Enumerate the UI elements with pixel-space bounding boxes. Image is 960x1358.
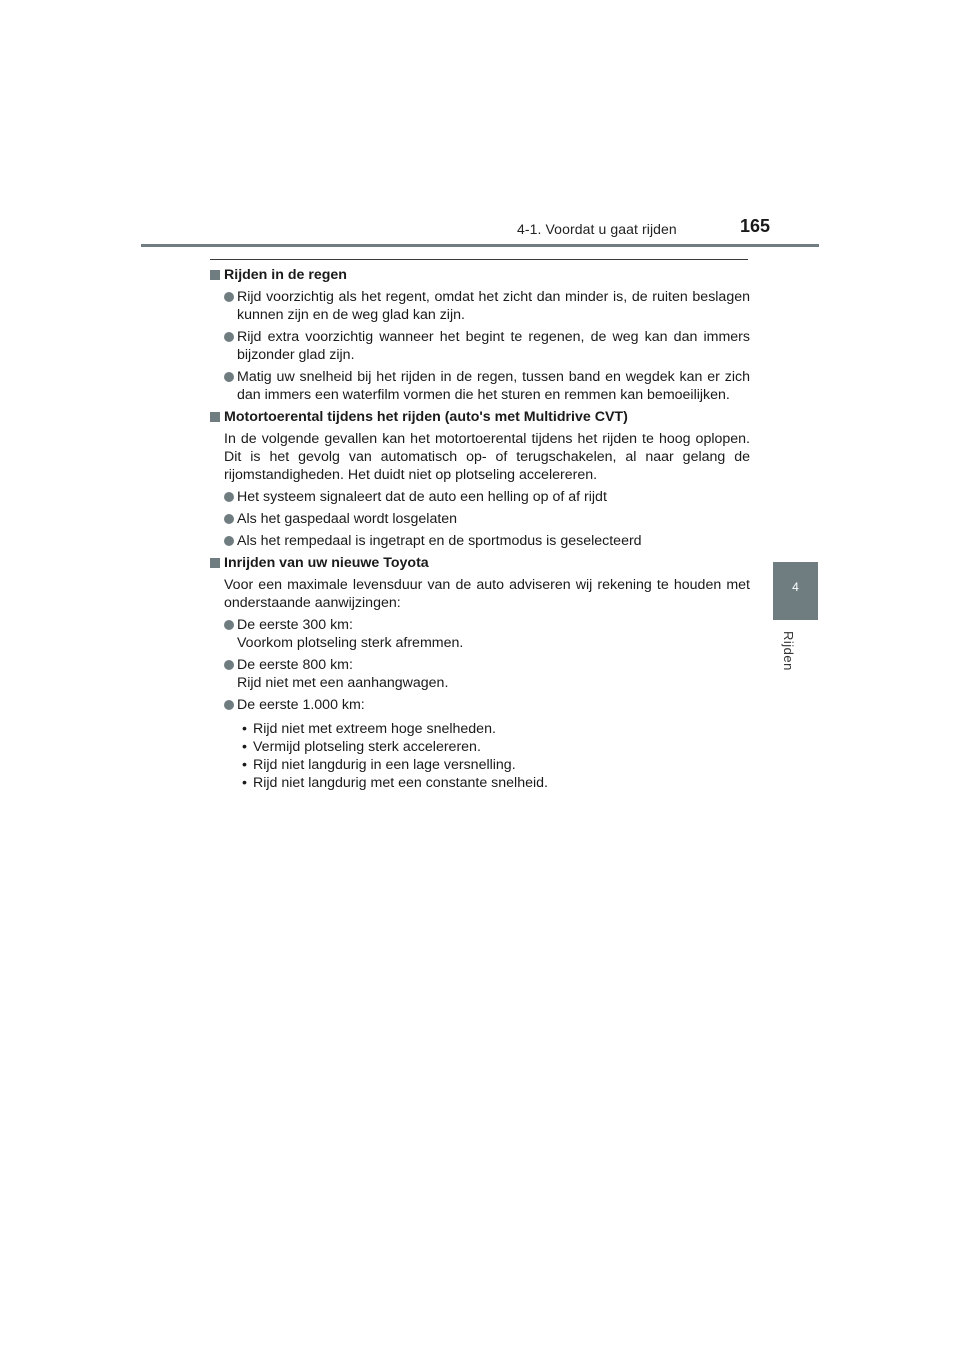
dot-bullet-icon: • (242, 775, 247, 791)
section-heading-rain (210, 266, 750, 284)
list-item-label: De eerste 800 km: (237, 657, 353, 673)
sub-list-item (242, 774, 750, 792)
section-heading-break-in (210, 554, 750, 572)
chapter-number: 4 (792, 580, 799, 594)
sub-list-item-text: Vermijd plotseling sterk accelereren. (253, 739, 481, 755)
circle-bullet-icon (224, 292, 234, 302)
square-bullet-icon (210, 558, 220, 568)
sub-list-item (242, 720, 750, 738)
section-heading-engine-rpm (210, 408, 750, 426)
list-item (210, 510, 750, 528)
sub-list-item-text: Rijd niet met extreem hoge snelheden. (253, 721, 496, 737)
circle-bullet-icon (224, 332, 234, 342)
sub-list-item (242, 738, 750, 756)
list-item-label: De eerste 300 km: (237, 617, 353, 633)
dot-bullet-icon: • (242, 721, 247, 737)
list-item-text: Matig uw snelheid bij het rijden in de regen, tussen band en wegdek kan er zich dan immers een waterfilm vormen die het sturen en remmen kan bemoeilijken. (237, 369, 750, 403)
list-item-label: De eerste 1.000 km: (237, 697, 365, 713)
list-item-detail: Voorkom plotseling sterk afremmen. (237, 635, 464, 651)
content-top-rule (210, 259, 748, 260)
list-item-text: Rijd extra voorzichtig wanneer het begint te regenen, de weg kan dan immers bijzonder glad zijn. (237, 329, 750, 363)
section-intro: In de volgende gevallen kan het motortoerental tijdens het rijden te hoog oplopen. Dit is het gevolg van automatisch op- of terugschakelen, al naar gelang de rijomstandigheden. Het duidt niet op plotseling accelereren. (224, 431, 750, 483)
section-title: 4-1. Voordat u gaat rijden (517, 221, 677, 237)
sub-list-item (242, 756, 750, 774)
list-item (210, 616, 750, 652)
section-heading-text: Motortoerental tijdens het rijden (auto's met Multidrive CVT) (224, 409, 628, 425)
circle-bullet-icon (224, 372, 234, 382)
list-item-text: Rijd voorzichtig als het regent, omdat het zicht dan minder is, de ruiten beslagen kunnen zijn en de weg glad kan zijn. (237, 289, 750, 323)
sub-list-item-text: Rijd niet langdurig met een constante snelheid. (253, 775, 548, 791)
dot-bullet-icon: • (242, 739, 247, 755)
circle-bullet-icon (224, 536, 234, 546)
dot-bullet-icon: • (242, 757, 247, 773)
list-item (210, 532, 750, 550)
chapter-label: Rijden (781, 631, 796, 671)
list-item (210, 328, 750, 364)
sub-list-item-text: Rijd niet langdurig in een lage versnelling. (253, 757, 516, 773)
circle-bullet-icon (224, 620, 234, 630)
list-item-detail: Rijd niet met een aanhangwagen. (237, 675, 449, 691)
circle-bullet-icon (224, 660, 234, 670)
section-heading-text: Rijden in de regen (224, 267, 347, 283)
square-bullet-icon (210, 270, 220, 280)
list-item-text: Als het gaspedaal wordt losgelaten (237, 511, 458, 527)
section-intro: Voor een maximale levensduur van de auto adviseren wij rekening te houden met onderstaande aanwijzingen: (224, 577, 750, 611)
list-item (210, 368, 750, 404)
header-rule (141, 244, 819, 247)
page-content (210, 266, 750, 792)
square-bullet-icon (210, 412, 220, 422)
circle-bullet-icon (224, 700, 234, 710)
list-item (210, 488, 750, 506)
page-number: 165 (740, 216, 771, 236)
chapter-tab (773, 562, 818, 620)
list-item-text: Het systeem signaleert dat de auto een helling op of af rijdt (237, 489, 607, 505)
circle-bullet-icon (224, 514, 234, 524)
list-item (210, 288, 750, 324)
sub-list (242, 720, 750, 792)
section-heading-text: Inrijden van uw nieuwe Toyota (224, 555, 429, 571)
circle-bullet-icon (224, 492, 234, 502)
list-item-text: Als het rempedaal is ingetrapt en de sportmodus is geselecteerd (237, 533, 642, 549)
list-item (210, 656, 750, 692)
list-item (210, 696, 750, 714)
